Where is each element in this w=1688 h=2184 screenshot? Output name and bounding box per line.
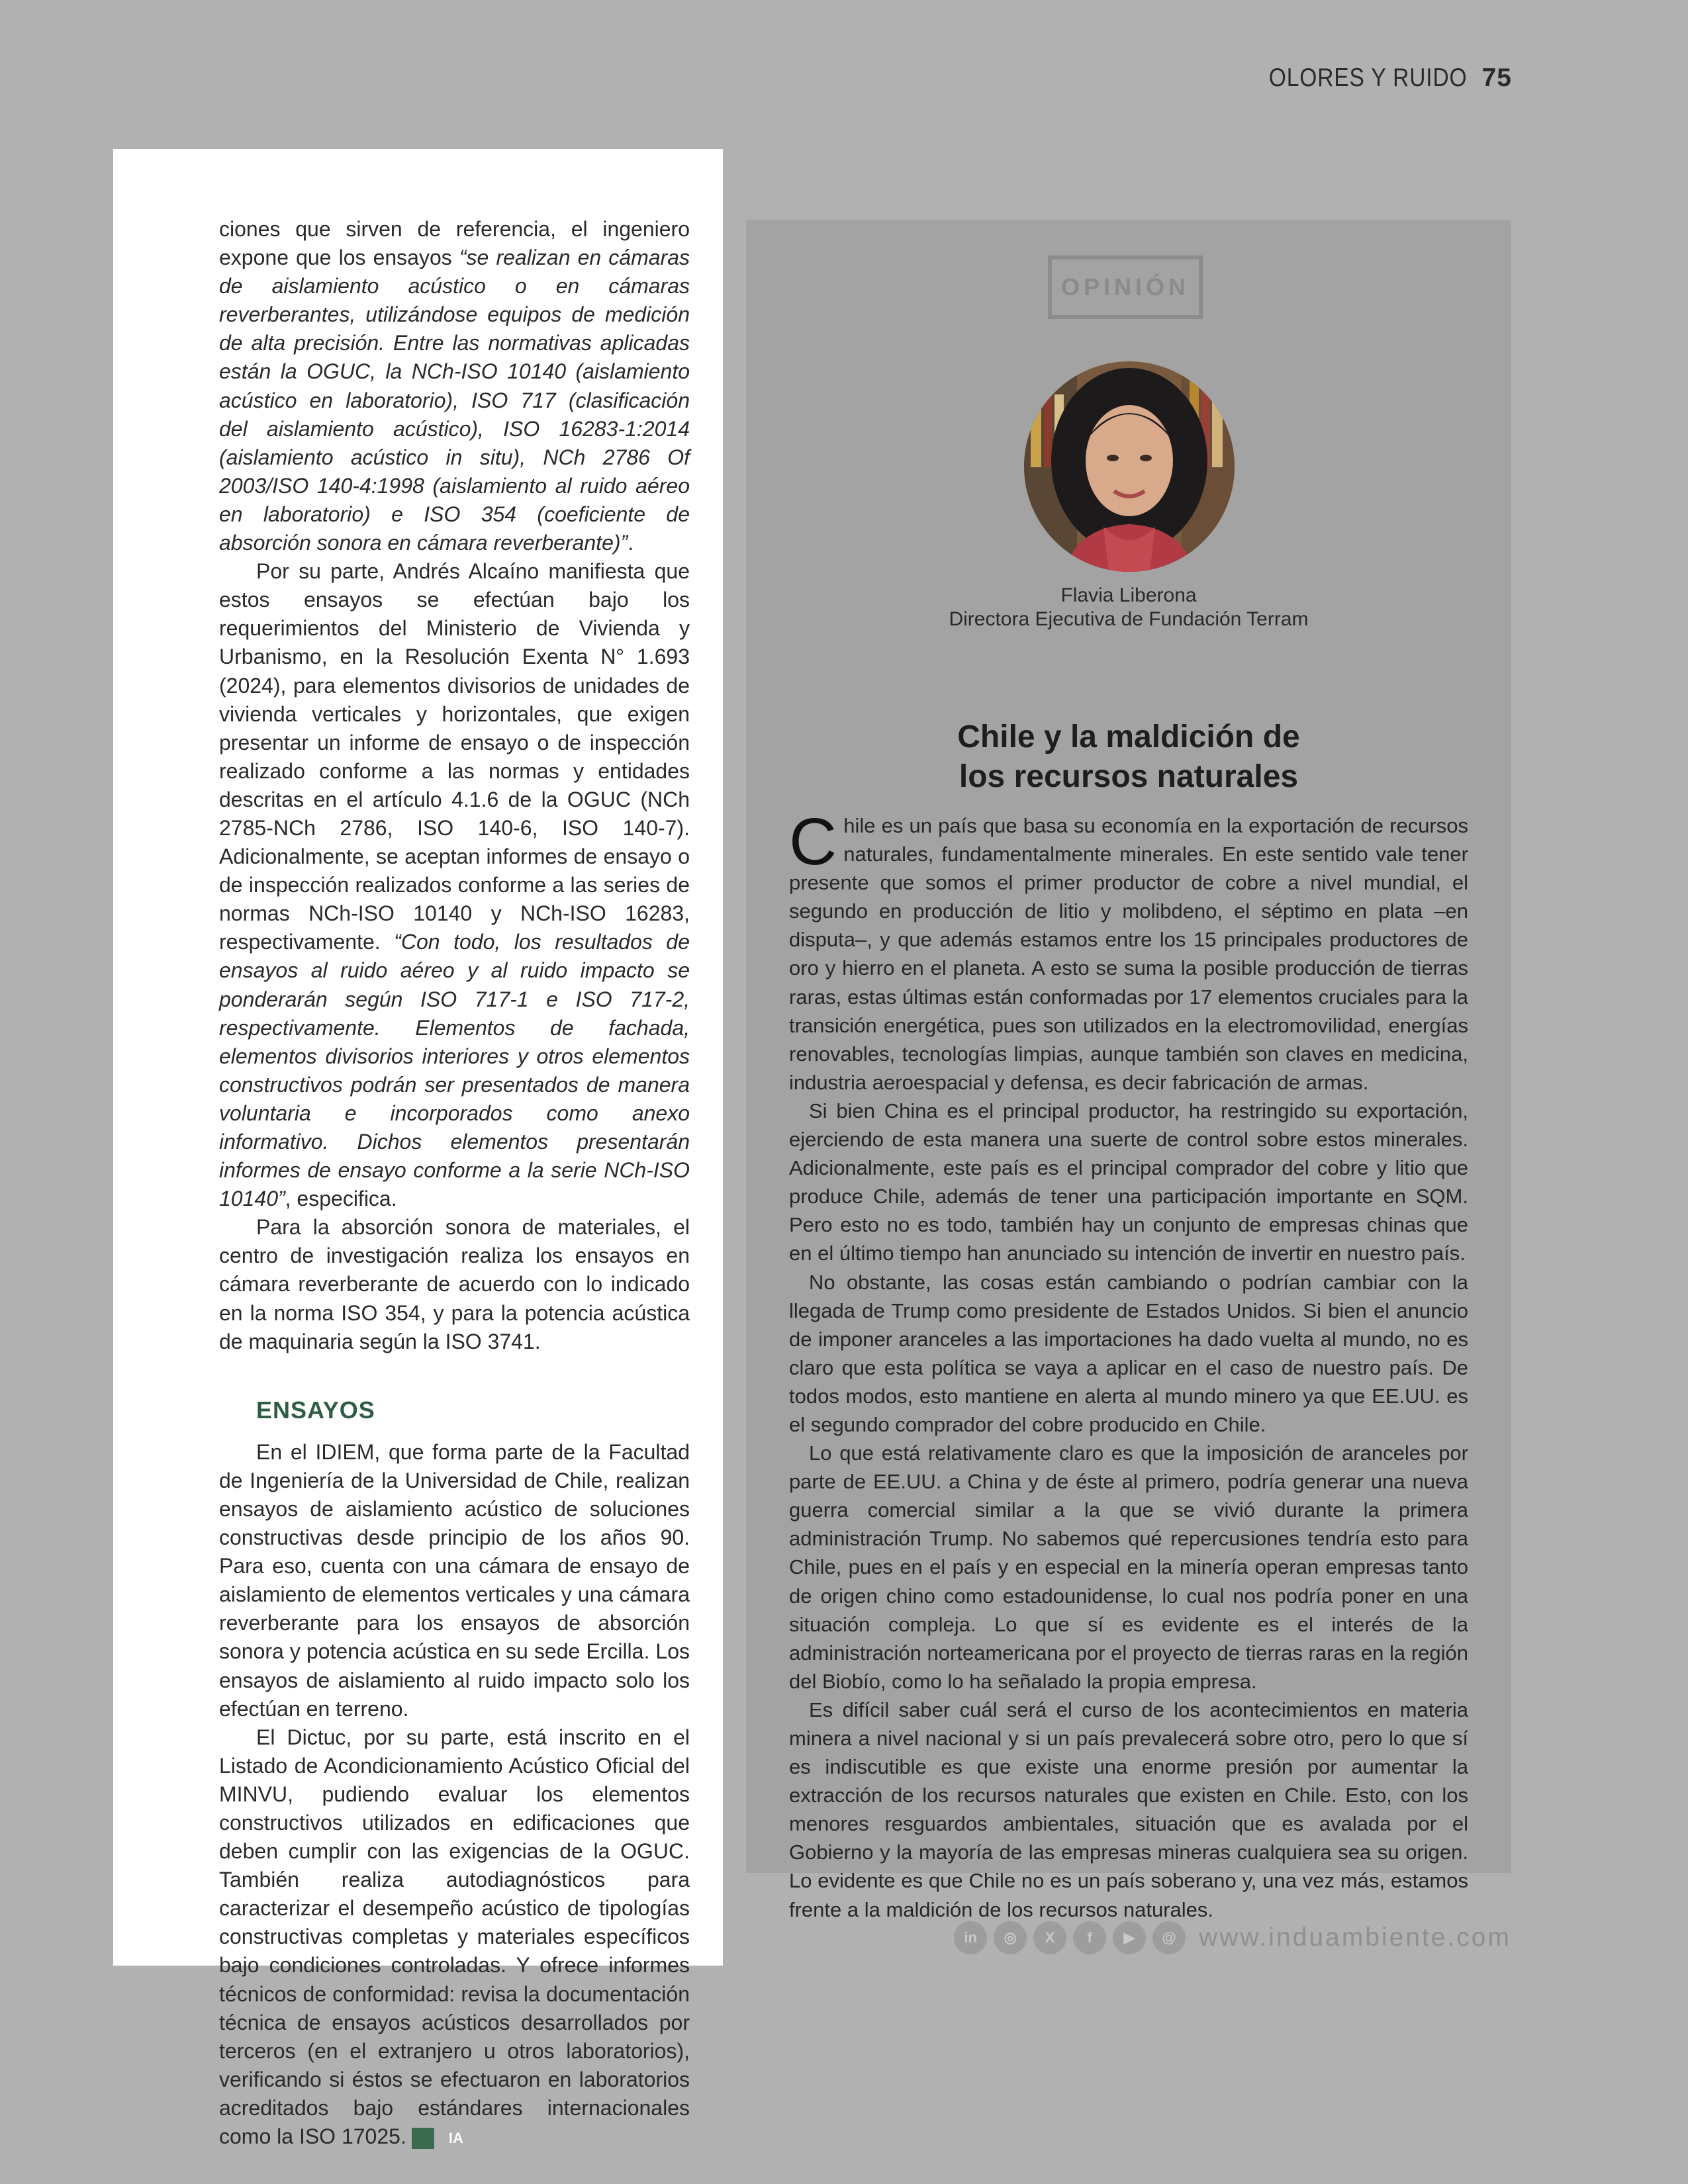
section-name: OLORES Y RUIDO: [1268, 64, 1468, 92]
opinion-title-line-1: Chile y la maldición de: [957, 719, 1300, 754]
drop-cap: C: [789, 805, 837, 879]
opinion-title-line-2: los recursos naturales: [959, 759, 1299, 794]
website-link[interactable]: www.induambiente.com: [1199, 1923, 1511, 1952]
author-role: Directora Ejecutiva de Fundación Terram: [949, 608, 1309, 630]
author-portrait: [1024, 361, 1235, 572]
quote-ponderacion: “Con todo, los resultados de ensayos al ruido aéreo y al ruido impacto se ponderarán según ISO 717-1 e ISO 717-2, respectivamente. Elementos de fachada, elementos divisorios interiores y otros elementos constructivos podrán ser presentados de manera voluntaria e incorporados como anexo informativo. Dichos elementos presentarán informes de ensayo conforme a la serie NCh-ISO 10140”: [219, 930, 690, 1211]
opinion-body: [789, 805, 1468, 1924]
facebook-icon[interactable]: f: [1073, 1921, 1106, 1954]
end-of-article-logo: IA: [412, 2128, 434, 2149]
opinion-paragraph-4: Lo que está relativamente claro es que la imposición de aranceles por parte de EE.UU. a China y de éste al primero, podría generar una nueva guerra comercial similar a la que se vivió durante la primera administración Trump. No sabemos qué repercusiones tendría esto para Chile, pues en el país y en especial en la minería operan empresas tanto de origen chino como estadounidense, lo cual nos podría poner en una situación compleja. Lo que sí es evidente es el interés de la administración norteamericana por el proyecto de tierras raras en la región del Biobío, como lo ha señalado la propia empresa.: [789, 1441, 1468, 1693]
opinion-title: [746, 717, 1511, 797]
page-header: [1237, 64, 1512, 93]
left-article-column: [113, 149, 723, 2148]
x-icon[interactable]: X: [1033, 1921, 1066, 1954]
page-footer: [947, 1919, 1511, 1956]
quote-normativas: “se realizan en cámaras de aislamiento acústico o en cámaras reverberantes, utilizándose equipos de medición de alta precisión. Entre las normativas aplicadas están la OGUC, la NCh-ISO 10140 (aislamiento acústico en laboratorio), ISO 717 (clasificación del aislamiento acústico), ISO 16283-1:2014 (aislamiento acústico in situ), NCh 2786 Of 2003/ISO 140-4:1998 (aislamiento al ruido aéreo en laboratorio) e ISO 354 (coeficiente de absorción sonora en cámara reverberante)”: [219, 246, 690, 555]
article-paragraph-3: Para la absorción sonora de materiales, el centro de investigación realiza los ensayos en cámara reverberante de acuerdo con lo indicado en la norma ISO 354, y para la potencia acústica de maquinaria según la ISO 3741.: [219, 1215, 690, 1353]
article-body: [219, 215, 690, 2151]
opinion-panel: [746, 220, 1511, 1921]
article-paragraph-2: Por su parte, Andrés Alcaíno manifiesta que estos ensayos se efectúan bajo los requerimientos del Ministerio de Vivienda y Urbanismo, en la Resolución Exenta N° 1.693 (2024), para elementos divisorios de unidades de vivienda verticales y horizontales, que exigen presentar un informe de ensayo o de inspección realizado conforme a las normas y entidades descritas en el artículo 4.1.6 de la OGUC (NCh 2785-NCh 2786, ISO 140-6, ISO 140-7). Adicionalmente, se aceptan informes de ensayo o de inspección realizados conforme a las series de normas NCh-ISO 10140 y NCh-ISO 16283, respectivamente. “Con todo, los resultados de ensayos al ruido aéreo y al ruido impacto se ponderarán según ISO 717-1 e ISO 717-2, respectivamente. Elementos de fachada, elementos divisorios interiores y otros elementos constructivos podrán ser presentados de manera voluntaria e incorporados como anexo informativo. Dichos elementos presentarán informes de ensayo conforme a la serie NCh-ISO 10140”, especifica.: [219, 559, 690, 1211]
youtube-icon[interactable]: ▶: [1113, 1921, 1146, 1954]
linkedin-icon[interactable]: in: [954, 1921, 987, 1954]
article-paragraph-1: ciones que sirven de referencia, el ingeniero expone que los ensayos “se realizan en cámaras de aislamiento acústico o en cámaras reverberantes, utilizándose equipos de medición de alta precisión. Entre las normativas aplicadas están la OGUC, la NCh-ISO 10140 (aislamiento acústico en laboratorio), ISO 717 (clasificación del aislamiento acústico), ISO 16283-1:2014 (aislamiento acústico in situ), NCh 2786 Of 2003/ISO 140-4:1998 (aislamiento al ruido aéreo en laboratorio) e ISO 354 (coeficiente de absorción sonora en cámara reverberante)”.: [219, 217, 690, 555]
opinion-paragraph-3: No obstante, las cosas están cambiando o podrían cambiar con la llegada de Trump como presidente de Estados Unidos. Si bien el anuncio de imponer aranceles a las importaciones ha dado vuelta al mundo, no es claro que esta política se vaya a aplicar en el caso de nuestro país. De todos modos, esto mantiene en alerta al mundo minero ya que EE.UU. es el segundo comprador del cobre producido en Chile.: [789, 1270, 1468, 1436]
social-links: [954, 1921, 1186, 1954]
article-paragraph-4: En el IDIEM, que forma parte de la Facultad de Ingeniería de la Universidad de Chile, realizan ensayos de aislamiento acústico de soluciones constructivas desde principio de los años 90. Para eso, cuenta con una cámara de ensayo de aislamiento de elementos verticales y una cámara reverberante para los ensayos de absorción sonora y potencia acústica en su sede Ercilla. Los ensayos de aislamiento al ruido impacto solo los efectúan en terreno.: [219, 1439, 690, 1721]
article-paragraph-5: El Dictuc, por su parte, está inscrito en el Listado de Acondicionamiento Acústico Oficial del MINVU, pudiendo evaluar los elementos constructivos utilizados en edificaciones que deben cumplir con las exigencias de la OGUC. También realiza autodiagnósticos para caracterizar el desempeño acústico de tipologías constructivas completas y materiales específicos bajo condiciones controladas. Y ofrece informes técnicos de conformidad: revisa la documentación técnica de ensayos acústicos desarrollados por terceros (en el extranjero u otros laboratorios), verificando si éstos se efectuaron en laboratorios acreditados bajo estándares internacionales como la ISO 17025. IA: [219, 1725, 690, 2148]
opinion-paragraph-2: Si bien China es el principal productor, ha restringido su exportación, ejerciendo de esta manera una suerte de control sobre estos minerales. Adicionalmente, este país es el principal comprador del cobre y litio que produce Chile, además de tener una participación importante en SQM. Pero esto no es todo, también hay un conjunto de empresas chinas que en el último tiempo han anunciado su intención de invertir en nuestro país.: [789, 1099, 1468, 1265]
opinion-paragraph-5: Es difícil saber cuál será el curso de los acontecimientos en materia minera a nivel nacional y si un país prevalecerá sobre otro, pero lo que sí es indiscutible es que existe una enorme presión por aumentar la extracción de los recursos naturales que existen en Chile. Esto, con los menores resguardos ambientales, situación que es avalada por el Gobierno y la mayoría de las empresas mineras cualquiera sea su origen. Lo evidente es que Chile no es un país soberano y, una vez más, estamos frente a la maldición de los recursos naturales.: [789, 1698, 1468, 1921]
threads-icon[interactable]: @: [1152, 1921, 1186, 1954]
opinion-badge: OPINIÓN: [1048, 255, 1203, 319]
instagram-icon[interactable]: ◎: [994, 1921, 1027, 1954]
author-name: Flavia Liberona: [1060, 584, 1197, 606]
page-number: 75: [1481, 64, 1512, 92]
opinion-paragraph-1: Chile es un país que basa su economía en la exportación de recursos naturales, fundamentalmente minerales. En este sentido vale tener presente que somos el primer productor de cobre a nivel mundial, el segundo en producción de litio y molibdeno, el séptimo en plata –en disputa–, y que además estamos entre los 15 principales productores de oro y hierro en el planeta. A esto se suma la posible producción de tierras raras, estas últimas están conformadas por 17 elementos cruciales para la transición energética, pues son utilizados en la electromovilidad, energías renovables, tecnologías limpias, aunque también son claves en medicina, industria aeroespacial y defensa, es decir fabricación de armas.: [789, 805, 1468, 1094]
section-heading-ensayos: ENSAYOS: [256, 1396, 375, 1424]
